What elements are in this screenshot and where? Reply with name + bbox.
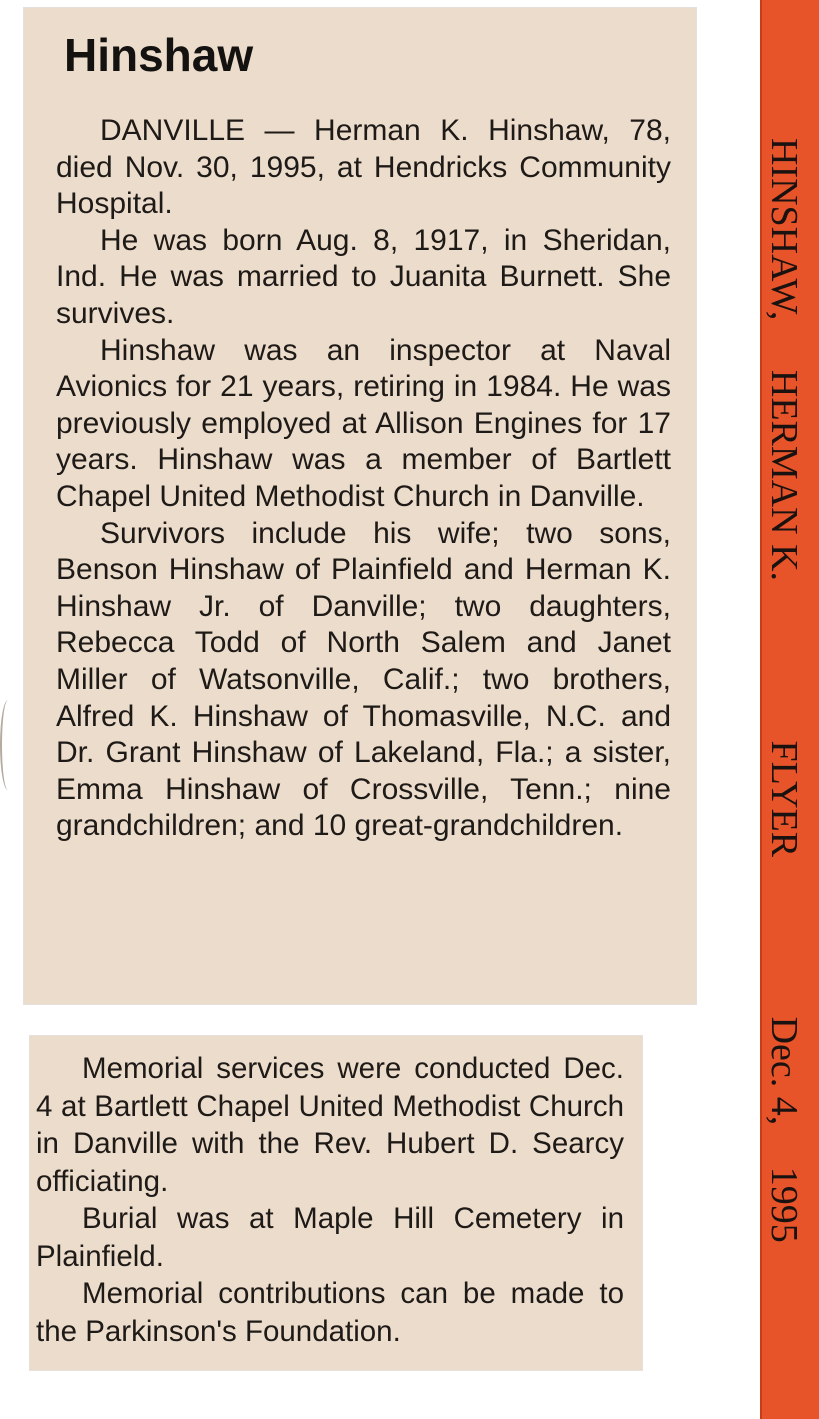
tab-given-name: HERMAN K. bbox=[763, 369, 805, 582]
obituary-continuation-clipping bbox=[30, 1036, 642, 1370]
obituary-continuation-body bbox=[36, 1050, 624, 1350]
tab-date: Dec. 4, bbox=[763, 1016, 805, 1126]
obituary-paragraph: Survivors include his wife; two sons, Benson Hinshaw of Plainfield and Herman K. Hinshaw Jr. of Danville; two daughters, Rebecca Todd of North Salem and Janet Miller of Watsonville, Calif.; two brothers, Alfred K. Hinshaw of Thomasville, N.C. and Dr. Grant Hinshaw of Lakeland, Fla.; a sister, Emma Hinshaw of Crossville, Tenn.; nine grandchildren; and 10 great-grandchildren. bbox=[56, 516, 671, 843]
tab-year: 1995 bbox=[763, 1166, 805, 1243]
tab-surname: HINSHAW, bbox=[763, 138, 805, 321]
index-tab-label bbox=[764, 138, 804, 1378]
obituary-paragraph: DANVILLE — Herman K. Hinshaw, 78, died Nov. 30, 1995, at Hendricks Community Hospital. bbox=[56, 114, 671, 221]
obituary-headline: Hinshaw bbox=[64, 29, 254, 81]
paper-edge-mark bbox=[0, 700, 16, 790]
obituary-clipping bbox=[24, 8, 696, 1004]
burial-paragraph: Burial was at Maple Hill Cemetery in Plainfield. bbox=[36, 1202, 624, 1273]
obituary-body bbox=[56, 113, 671, 845]
services-paragraph: Memorial services were conducted Dec. 4 at Bartlett Chapel United Methodist Church in Danville with the Rev. Hubert D. Searcy officiating. bbox=[36, 1052, 624, 1198]
obituary-paragraph: Hinshaw was an inspector at Naval Avionics for 21 years, retiring in 1984. He was previously employed at Allison Engines for 17 years. Hinshaw was a member of Bartlett Chapel United Methodist Church in Danville. bbox=[56, 333, 671, 513]
contributions-paragraph: Memorial contributions can be made to the Parkinson's Foundation. bbox=[36, 1277, 624, 1348]
obituary-paragraph: He was born Aug. 8, 1917, in Sheridan, Ind. He was married to Juanita Burnett. She survives. bbox=[56, 223, 671, 330]
tab-source: FLYER bbox=[763, 740, 805, 858]
